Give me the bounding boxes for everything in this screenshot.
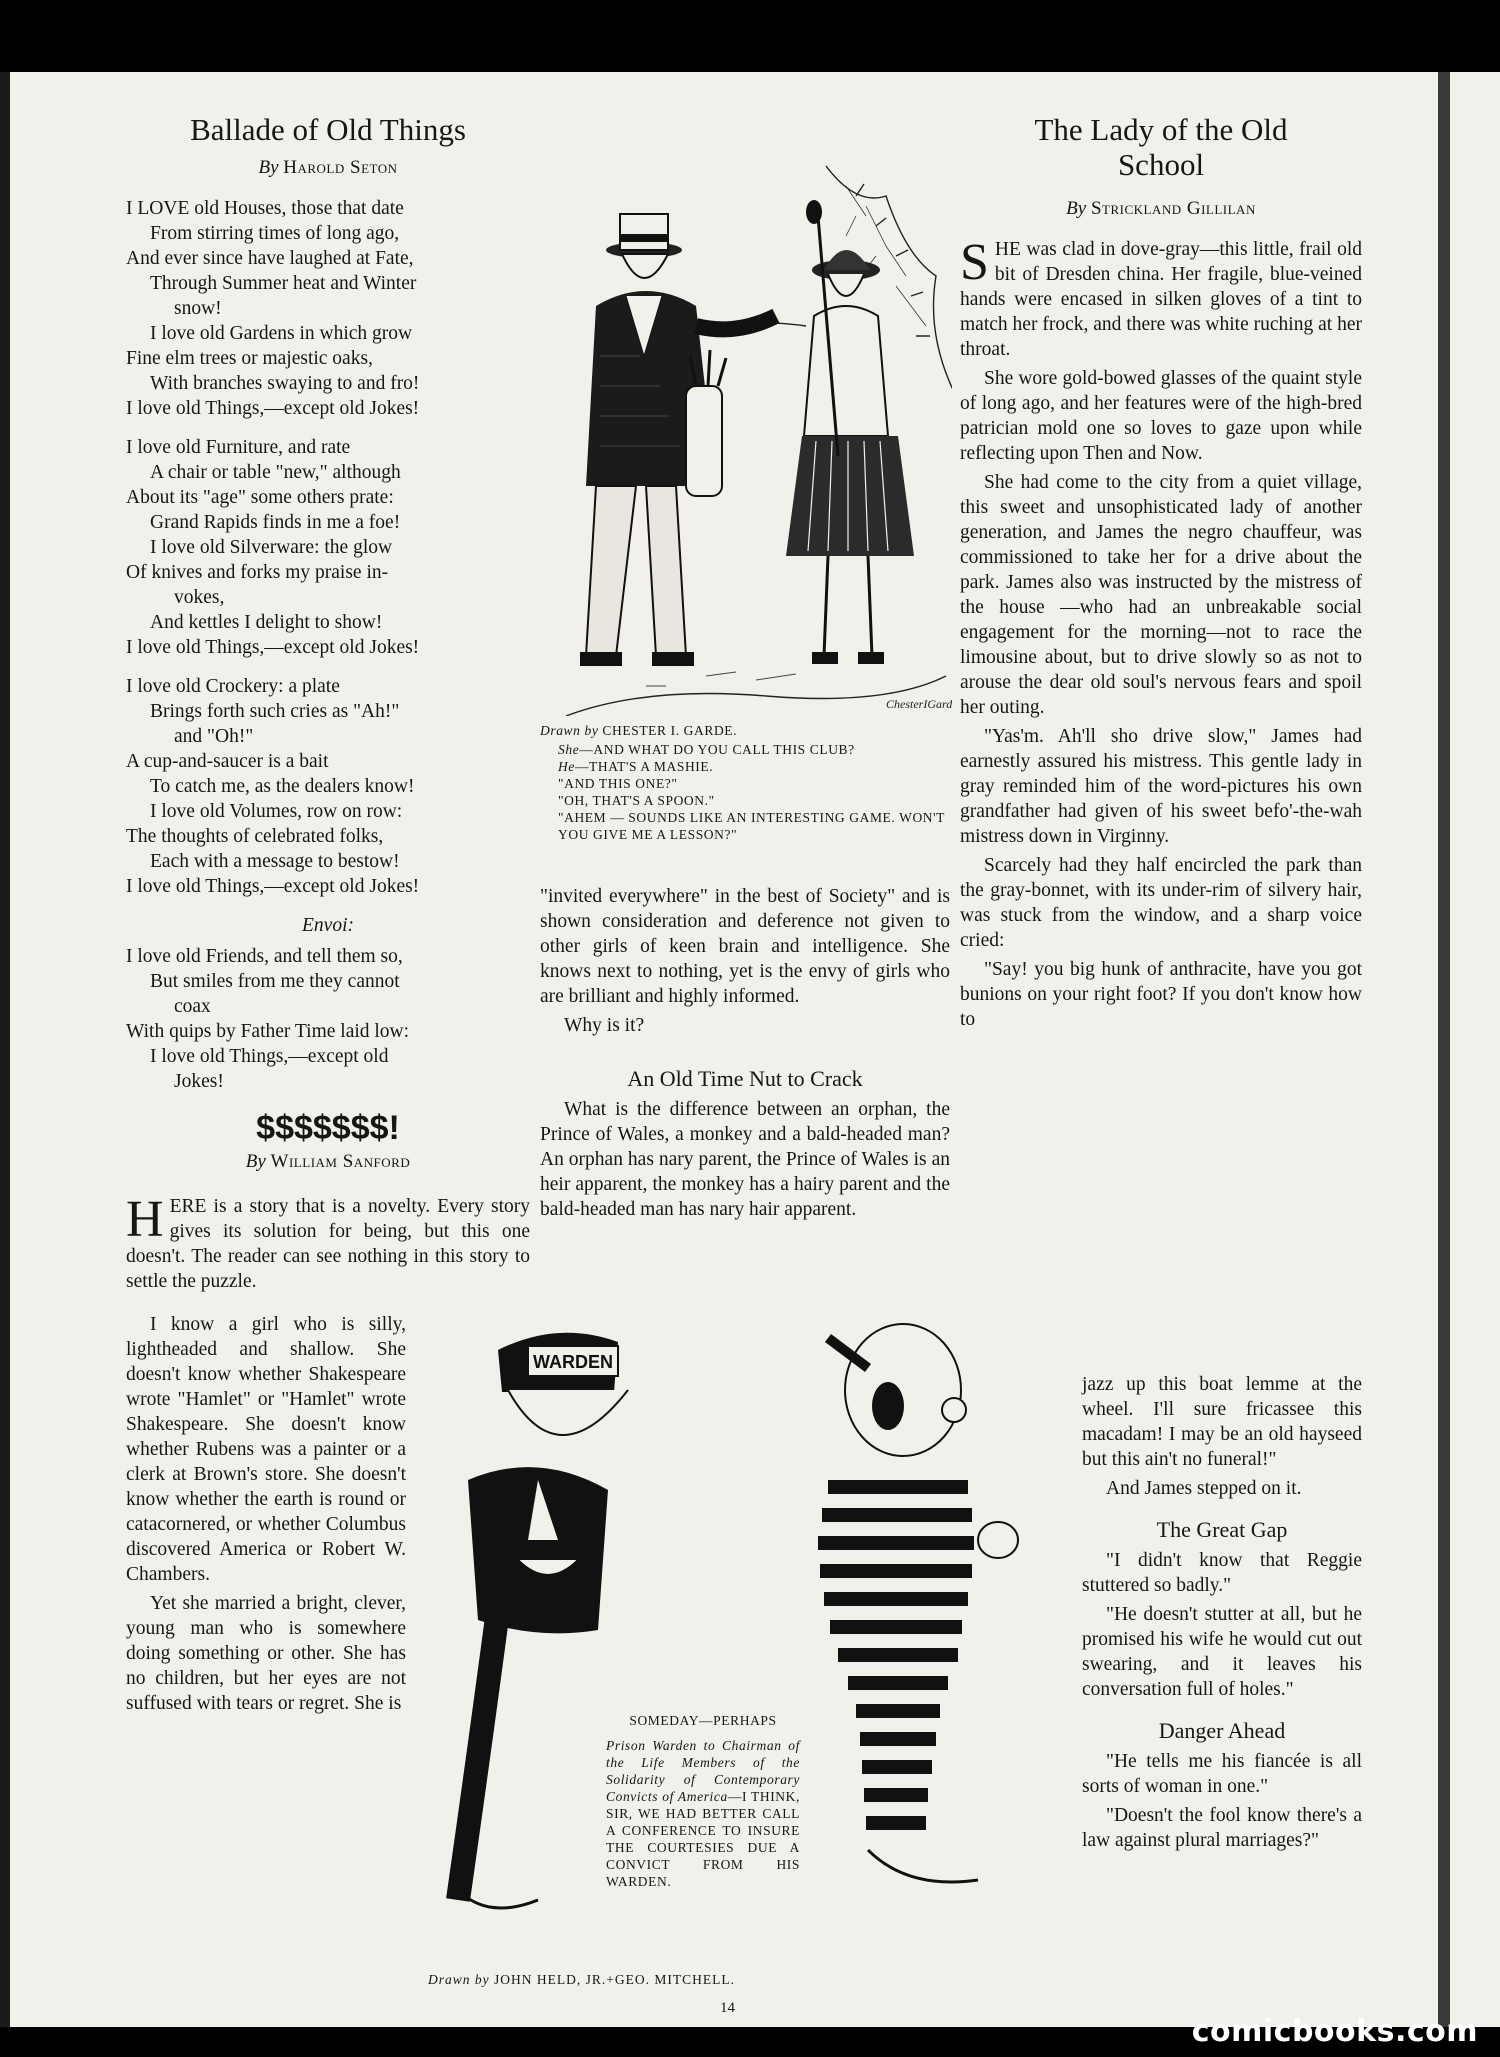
poem-line: Through Summer heat and Winter: [150, 273, 417, 294]
lady-title-line-2: School: [1117, 147, 1205, 182]
poem-stanza: [126, 196, 530, 421]
poem-line: I love old Crockery: a plate: [126, 676, 340, 697]
poem-line: To catch me, as the dealers know!: [150, 776, 415, 797]
poem-line: I love old Gardens in which grow: [150, 323, 413, 344]
golf-cartoon-caption: [540, 722, 950, 843]
page-number: 14: [720, 2000, 735, 2016]
danger-paragraph-1: "He tells me his fiancée is all sorts of woman in one.": [1082, 1751, 1362, 1797]
someday-heading: SOMEDAY—PERHAPS: [629, 1713, 777, 1728]
lady-narrow-column: [1082, 1372, 1362, 1857]
nut-text: What is the difference between an orphan, the Prince of Wales, a monkey and a bald-headed man? An orphan has nary parent, the Prince of Wales is an heir apparent, the monkey has a hairy parent and the bald-headed man has nary hair apparent.: [540, 1099, 950, 1220]
lady-byline: By Strickland Gillilan: [1066, 198, 1256, 219]
magazine-page: [10, 72, 1438, 2027]
golfer-woman: [786, 200, 914, 664]
poem-line: Jokes!: [174, 1071, 224, 1092]
gap-title: The Great Gap: [1156, 1517, 1288, 1542]
dollars-author: William Sanford: [270, 1151, 411, 1172]
poem-stanza: [126, 674, 530, 899]
poem-line: And ever since have laughed at Fate,: [126, 248, 414, 269]
poem-line: With branches swaying to and fro!: [150, 373, 420, 394]
dollars-drop-cap: H: [126, 1191, 164, 1248]
dollars-paragraph-1: HERE is a story that is a novelty. Every story gives its solution for being, but this one doesn't. The reader can see nothing in this story to settle the puzzle.: [126, 1191, 530, 1292]
poem-line: I love old Friends, and tell them so,: [126, 946, 403, 967]
nut-title: An Old Time Nut to Crack: [627, 1066, 863, 1091]
gap-paragraph-1: "I didn't know that Reggie stuttered so badly.": [1082, 1550, 1362, 1596]
poem-line: I love old Volumes, row on row:: [150, 801, 403, 822]
golf-dialogue-line: [558, 775, 950, 792]
golf-cartoon-drawing: [556, 156, 952, 716]
poem-line: A chair or table "new," although: [150, 462, 401, 483]
lady-title-line-1: The Lady of the Old: [1034, 112, 1288, 147]
lady-paragraph-6a: "Say! you big hunk of anthracite, have you got bunions on your right foot? If you don't know how to: [960, 959, 1362, 1030]
poem-stanza: [126, 435, 530, 660]
poem-line: Brings forth such cries as "Ah!": [150, 701, 400, 722]
ballade-author: Harold Seton: [283, 157, 398, 178]
golf-dialogue-line: [558, 758, 950, 775]
golf-credit: Drawn by CHESTER I. GARDE.: [540, 723, 738, 738]
lady-paragraph-7: And James stepped on it.: [1106, 1478, 1302, 1499]
poem-line: Grand Rapids finds in me a foe!: [150, 512, 401, 533]
poem-line: I LOVE old Houses, those that date: [126, 198, 404, 219]
poem-line: I love old Things,—except old Jokes!: [126, 637, 420, 658]
poem-line: Each with a message to bestow!: [150, 851, 400, 872]
dollars-paragraph-5: Why is it?: [564, 1015, 645, 1036]
warden-figure: [458, 1333, 628, 1908]
golf-dialogue: [540, 741, 950, 843]
ballade-poem: [126, 196, 530, 899]
golf-bag: [686, 350, 726, 496]
golfer-man: [580, 214, 776, 666]
someday-text: Prison Warden to Chairman of the Life Members of the Solidarity of Contemporary Convicts of America—I THINK, SIR, WE HAD BETTER CALL A CONFERENCE TO INSURE THE COURTESIES DUE A CONVICT FROM HIS WARDEN.: [606, 1738, 800, 1889]
lady-paragraph-6b: jazz up this boat lemme at the wheel. I'll sure fricassee this macadam! I may be an old hayseed but this ain't no funeral!": [1082, 1374, 1362, 1470]
gap-paragraph-2: "He doesn't stutter at all, but he promised his wife he would cut out swearing, and it leaves his conversation full of holes.": [1082, 1604, 1362, 1700]
golf-cartoon-illustration: [556, 156, 952, 716]
line-text: "OH, THAT'S A SPOON.": [558, 793, 715, 808]
right-binding-strip: [1438, 72, 1450, 2027]
poem-line: And kettles I delight to show!: [150, 612, 383, 633]
someday-caption: [606, 1712, 800, 1890]
envoi-poem: [126, 944, 530, 1094]
left-binding-strip: [0, 72, 10, 2027]
dollars-paragraph-4: "invited everywhere" in the best of Society" and is shown consideration and deference not given to other girls of keen brain and intelligence. She knows next to nothing, yet is the envy of girls who are brilliant and highly informed.: [540, 886, 950, 1007]
poem-line: I love old Furniture, and rate: [126, 437, 351, 458]
line-text: "AND THIS ONE?": [558, 776, 678, 791]
ballade-byline: By Harold Seton: [258, 157, 398, 178]
speaker: He: [558, 759, 575, 774]
dollars-byline: By William Sanford: [245, 1151, 411, 1172]
golf-dialogue-line: [558, 741, 950, 758]
someday-credit: Drawn by JOHN HELD, JR.+GEO. MITCHELL.: [428, 1972, 735, 1987]
ballade-column: [126, 112, 530, 1190]
poem-line: Fine elm trees or majestic oaks,: [126, 348, 373, 369]
lady-author: Strickland Gillilan: [1090, 198, 1256, 219]
lady-drop-cap: S: [960, 234, 989, 291]
speaker: She: [558, 742, 580, 757]
dollars-continuation: [540, 884, 950, 1226]
poem-line: I love old Silverware: the glow: [150, 537, 393, 558]
watermark: comicbooks.com: [1191, 2014, 1478, 2049]
poem-line: and "Oh!": [174, 726, 254, 747]
dollars-story-narrow: [126, 1312, 406, 1720]
lady-paragraph-1: SHE was clad in dove-gray—this little, frail old bit of Dresden china. Her fragile, blue-veined hands were encased in silken gloves of a tint to match her frock, and there was white ruching at her throat.: [960, 234, 1362, 360]
line-text: "AHEM — SOUNDS LIKE AN INTERESTING GAME. WON'T YOU GIVE ME A LESSON?": [558, 810, 945, 842]
poem-line: snow!: [174, 298, 222, 319]
convict-stripes: [818, 1480, 974, 1830]
poem-line: With quips by Father Time laid low:: [126, 1021, 410, 1042]
lady-paragraph-5: Scarcely had they half encircled the park than the gray-bonnet, with its under-rim of silvery hair, was stuck from the window, and a sharp voice cried:: [960, 855, 1362, 951]
danger-paragraph-2: "Doesn't the fool know there's a law against plural marriages?": [1082, 1805, 1362, 1851]
golf-dialogue-line: [558, 809, 950, 843]
poem-line: I love old Things,—except old Jokes!: [126, 876, 420, 897]
poem-line: A cup-and-saucer is a bait: [126, 751, 329, 772]
poem-line: I love old Things,—except old: [150, 1046, 389, 1067]
poem-line: The thoughts of celebrated folks,: [126, 826, 384, 847]
poem-line: coax: [174, 996, 211, 1017]
convict-figure: [818, 1324, 1018, 1882]
poem-line: From stirring times of long ago,: [150, 223, 400, 244]
poem-line: I love old Things,—except old Jokes!: [126, 398, 420, 419]
line-text: —THAT'S A MASHIE.: [574, 759, 714, 774]
poem-line: vokes,: [174, 587, 225, 608]
ballade-title: Ballade of Old Things: [190, 112, 466, 147]
poem-line: Of knives and forks my praise in-: [126, 562, 389, 583]
line-text: —AND WHAT DO YOU CALL THIS CLUB?: [579, 742, 855, 757]
golf-dialogue-line: [558, 792, 950, 809]
lady-paragraph-4: "Yas'm. Ah'll sho drive slow," James had earnestly assured his mistress. This gentle lady in gray reminded him of the word-pictures his own grandfather had given of his sweet befo'-the-wah mistress down in Virginny.: [960, 726, 1362, 847]
warden-cap-label: WARDEN: [533, 1352, 613, 1372]
lady-paragraph-3: She had come to the city from a quiet village, this sweet and unsophisticated lady of another generation, and James the negro chauffeur, was commissioned to take her for a drive about the park. James also was instructed by the mistress of the house —who had an unbreakable social engagement for the morning—not to race the limousine about, but to drive slowly so as not to arouse the dear old soul's nervous fears and spoil her outing.: [960, 472, 1362, 718]
dollars-paragraph-3: Yet she married a bright, clever, young man who is somewhere doing something or other. She has no children, but her eyes are not suffused with tears or regret. She is: [126, 1593, 406, 1714]
lady-column: [960, 112, 1362, 1036]
danger-title: Danger Ahead: [1158, 1718, 1286, 1743]
envoi-label: Envoi:: [302, 915, 354, 936]
artist-signature: ChesterIGarde: [886, 697, 952, 711]
lady-paragraph-2: She wore gold-bowed glasses of the quaint style of long ago, and her features were of the high-bred patrician mold one so loves to gaze upon while reflecting upon Then and Now.: [960, 368, 1362, 464]
dollars-story-top: [126, 1191, 530, 1298]
poem-line: But smiles from me they cannot: [150, 971, 400, 992]
next-page-edge: [1450, 72, 1500, 2027]
poem-line: About its "age" some others prate:: [126, 487, 394, 508]
dollars-paragraph-2: I know a girl who is silly, lightheaded and shallow. She doesn't know whether Shakespeare wrote "Hamlet" or "Hamlet" wrote Shakespeare. She doesn't know whether Rubens was a painter or a clerk at Brown's store. She doesn't know whether the earth is round or catacornered, or whether Columbus discovered America or Robert W. Chambers.: [126, 1314, 406, 1585]
dollars-title: $$$$$$$!: [256, 1109, 400, 1147]
